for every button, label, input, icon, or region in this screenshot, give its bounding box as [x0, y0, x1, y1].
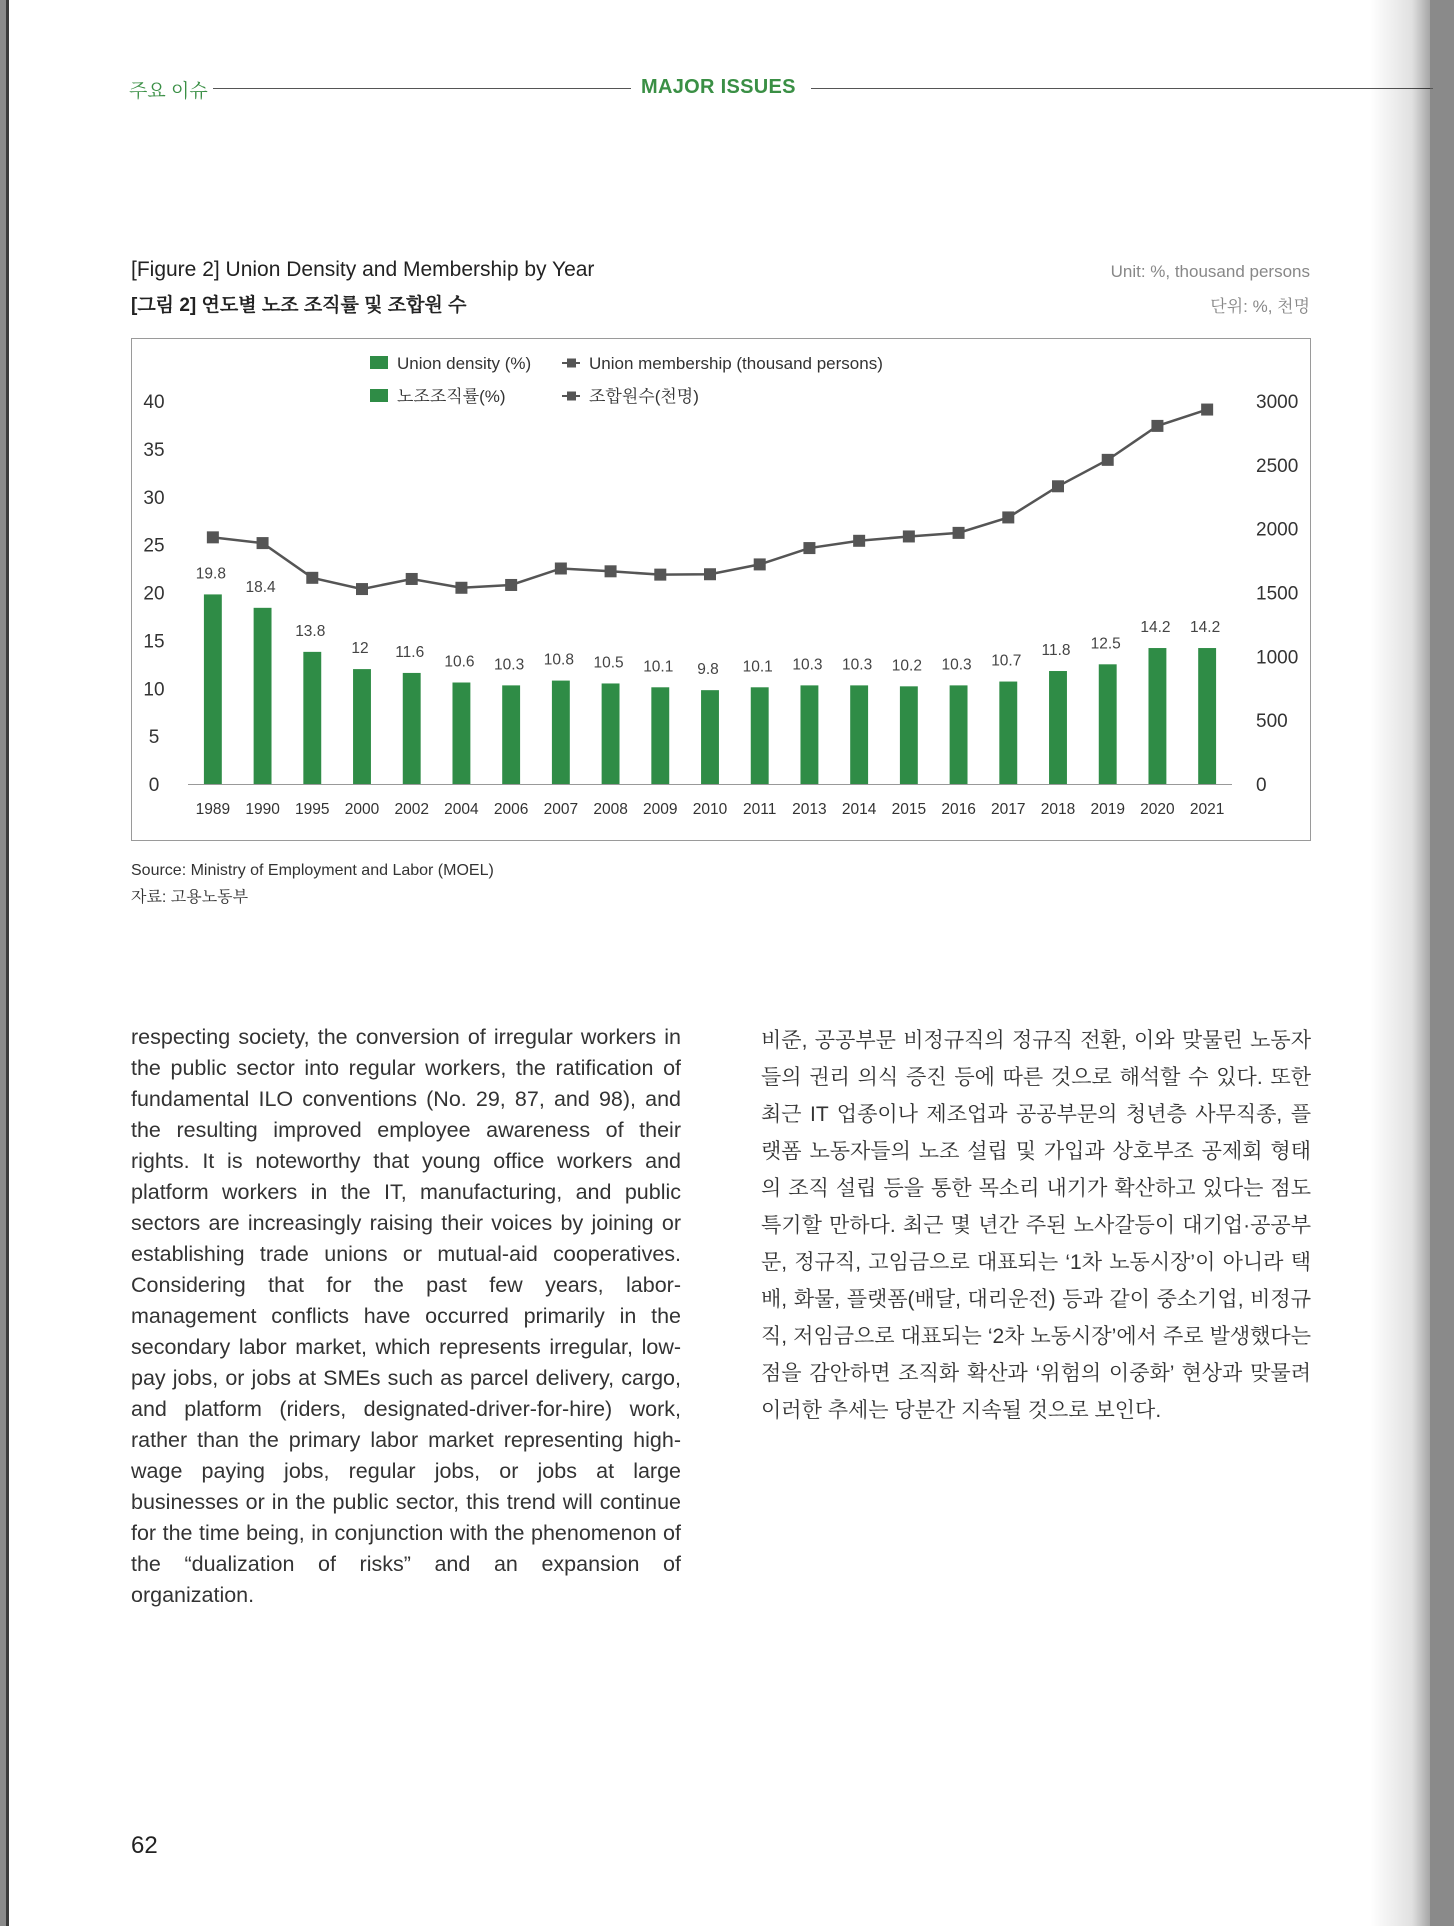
y-right-tick-label: 3000	[1256, 392, 1299, 413]
page-number: 62	[131, 1832, 158, 1859]
membership-marker	[406, 573, 418, 585]
y-left-tick-label: 0	[148, 775, 160, 796]
y-right-tick-label: 2500	[1256, 455, 1299, 477]
density-data-label: 14.2	[1140, 619, 1171, 637]
x-tick-label: 2008	[593, 801, 628, 818]
density-data-label: 10.7	[991, 652, 1022, 670]
density-data-label: 19.8	[195, 565, 226, 583]
membership-marker	[605, 565, 617, 577]
membership-marker	[306, 572, 318, 584]
x-tick-label: 2007	[543, 801, 579, 818]
header-rule-right	[811, 88, 1433, 89]
running-header	[129, 76, 1433, 104]
membership-marker	[853, 535, 865, 547]
x-tick-label: 2006	[493, 801, 529, 818]
membership-marker	[356, 583, 368, 595]
density-bar	[552, 681, 570, 784]
density-data-label: 10.3	[842, 656, 873, 674]
figure-title-english: [Figure 2] Union Density and Membership by Year	[131, 258, 595, 281]
y-right-tick-label: 500	[1256, 711, 1288, 733]
x-tick-label: 2010	[692, 801, 728, 818]
membership-marker	[803, 542, 815, 554]
x-tick-label: 2019	[1090, 801, 1125, 818]
density-bar	[1049, 671, 1067, 784]
y-left-tick-label: 20	[143, 583, 165, 605]
x-tick-label: 1989	[195, 801, 231, 818]
membership-marker	[903, 530, 915, 542]
density-data-label: 13.8	[295, 622, 326, 640]
membership-marker	[505, 579, 517, 591]
unit-note-korean: 단위: %, 천명	[1210, 297, 1310, 316]
density-data-label: 10.2	[891, 657, 922, 675]
x-tick-label: 2011	[743, 801, 777, 818]
density-data-label: 11.8	[1041, 642, 1071, 660]
source-english: Source: Ministry of Employment and Labor (MOEL)	[131, 862, 494, 879]
x-tick-label: 2000	[344, 801, 380, 818]
body-text-english: respecting society, the conversion of irregular workers in the public sector into regular workers, the ratification of fundamental ILO conventions (No. 29, 87, and 98), and the resulting improved employee awareness of their rights. It is noteworthy that young office workers and platform workers in the IT, manufacturing, and public sectors are increasingly raising their voices by joining or establishing trade unions or mutual-aid cooperatives. Considering that for the past few years, labor-management conflicts have occurred primarily in the secondary labor market, which represents irregular, low-pay jobs, or jobs at SMEs such as parcel delivery, cargo, and platform (riders, designated-driver-for-hire) work, rather than the primary labor market representing high-wage paying jobs, regular jobs, or jobs at large businesses or in the public sector, this trend will continue for the time being, in conjunction with the phenomenon of the “dualization of risks” and an expansion of organization.	[131, 1025, 681, 1607]
x-tick-label: 1995	[295, 801, 330, 818]
membership-line	[213, 410, 1207, 589]
y-left-tick-label: 5	[148, 727, 160, 749]
density-bar	[254, 608, 272, 784]
membership-marker	[207, 531, 219, 543]
density-bar	[602, 683, 620, 784]
section-label-korean: 주요 이슈	[129, 81, 208, 102]
legend-label: Union membership (thousand persons)	[589, 354, 883, 373]
y-right-tick-label: 1500	[1256, 583, 1299, 605]
density-data-label: 12.5	[1090, 635, 1121, 653]
y-right-tick-label: 0	[1256, 775, 1267, 796]
legend-label: 조합원수(천명)	[589, 387, 699, 406]
membership-marker	[704, 568, 716, 580]
density-data-label: 10.6	[444, 653, 475, 671]
density-data-label: 11.6	[395, 643, 425, 661]
legend-label: Union density (%)	[397, 354, 532, 373]
density-bar	[950, 685, 968, 784]
membership-marker	[555, 562, 567, 574]
source-korean: 자료: 고용노동부	[131, 889, 249, 906]
y-left-tick-label: 25	[143, 535, 165, 557]
legend-swatch-marker	[567, 359, 576, 368]
density-bar	[353, 669, 371, 784]
density-data-label: 10.5	[593, 654, 624, 672]
x-tick-label: 2015	[891, 801, 927, 818]
density-data-label: 10.1	[742, 658, 773, 676]
density-bar	[999, 682, 1017, 784]
x-tick-label: 2016	[941, 801, 976, 818]
legend-swatch-bar	[370, 389, 388, 402]
membership-marker	[654, 569, 666, 581]
density-bar	[502, 685, 520, 784]
density-data-label: 10.3	[494, 656, 525, 674]
membership-marker	[953, 527, 965, 539]
density-bar	[1099, 664, 1117, 784]
density-data-label: 14.2	[1190, 619, 1221, 637]
membership-marker	[1201, 404, 1213, 416]
density-bar	[204, 594, 222, 784]
density-bar	[900, 686, 918, 784]
header-rule-left	[213, 88, 631, 89]
legend-swatch-bar	[370, 356, 388, 369]
body-text-korean: 비준, 공공부문 비정규직의 정규직 전환, 이와 맞물린 노동자들의 권리 의식 증진 등에 따른 것으로 해석할 수 있다. 또한 최근 IT 업종이나 제조업과 공공부문의 청년층 사무직종, 플랫폼 노동자들의 노조 설립 및 가입과 상호부조 공제회 형태의 조직 설립 등을 통한 목소리 내기가 확산하고 있다는 점도 특기할 만하다. 최근 몇 년간 주된 노사갈등이 대기업·공공부문, 정규직, 고임금으로 대표되는 ‘1차 노동시장’이 아니라 택배, 화물, 플랫폼(배달, 대리운전) 등과 같이 중소기업, 비정규직, 저임금으로 대표되는 ‘2차 노동시장’에서 주로 발생했다는 점을 감안하면 조직화 확산과 ‘위험의 이중화’ 현상과 맞물려 이러한 추세는 당분간 지속될 것으로 보인다.	[761, 1029, 1311, 1422]
unit-note-english: Unit: %, thousand persons	[1110, 262, 1310, 281]
density-bar	[701, 690, 719, 784]
y-left-tick-label: 10	[143, 679, 165, 701]
density-data-label: 10.3	[941, 656, 972, 674]
legend-label: 노조조직률(%)	[397, 387, 506, 406]
density-bar	[651, 687, 669, 784]
density-bar	[303, 652, 321, 784]
figure-title-korean: [그림 2] 연도별 노조 조직률 및 조합원 수	[131, 295, 467, 316]
x-tick-label: 2013	[792, 801, 827, 818]
density-data-label: 10.8	[543, 651, 574, 669]
density-bar	[1148, 648, 1166, 784]
y-left-tick-label: 15	[143, 631, 165, 653]
density-bar	[800, 685, 818, 784]
density-bar	[751, 687, 769, 784]
density-data-label: 10.1	[643, 658, 674, 676]
density-bar	[850, 685, 868, 784]
y-left-tick-label: 30	[143, 487, 165, 509]
y-right-tick-label: 1000	[1256, 647, 1299, 669]
x-tick-label: 2014	[841, 801, 877, 818]
x-tick-label: 2002	[394, 801, 429, 818]
legend-swatch-marker	[567, 392, 576, 401]
x-tick-label: 2017	[991, 801, 1026, 818]
page-edge-shadow	[1370, 0, 1430, 1926]
page	[6, 0, 1430, 1926]
density-bar	[452, 683, 470, 784]
membership-marker	[1052, 480, 1064, 492]
section-label-english: MAJOR ISSUES	[641, 76, 796, 98]
y-left-tick-label: 35	[143, 439, 165, 461]
membership-marker	[754, 558, 766, 570]
chart-frame	[131, 338, 1311, 841]
x-tick-label: 2009	[643, 801, 678, 818]
membership-marker	[455, 582, 467, 594]
union-chart	[132, 339, 1310, 839]
membership-marker	[1102, 454, 1114, 466]
x-tick-label: 2020	[1140, 801, 1175, 818]
membership-marker	[1002, 511, 1014, 523]
y-left-tick-label: 40	[143, 392, 165, 413]
density-bar	[1198, 648, 1216, 784]
x-tick-label: 2021	[1189, 801, 1225, 818]
membership-marker	[257, 537, 269, 549]
density-data-label: 12	[351, 640, 369, 658]
x-tick-label: 1990	[245, 801, 280, 818]
x-tick-label: 2018	[1040, 801, 1076, 818]
density-data-label: 10.3	[792, 656, 823, 674]
density-bar	[403, 673, 421, 784]
density-data-label: 18.4	[245, 578, 276, 596]
density-data-label: 9.8	[697, 661, 719, 679]
y-right-tick-label: 2000	[1256, 519, 1299, 541]
membership-marker	[1151, 420, 1163, 432]
x-tick-label: 2004	[444, 801, 479, 818]
